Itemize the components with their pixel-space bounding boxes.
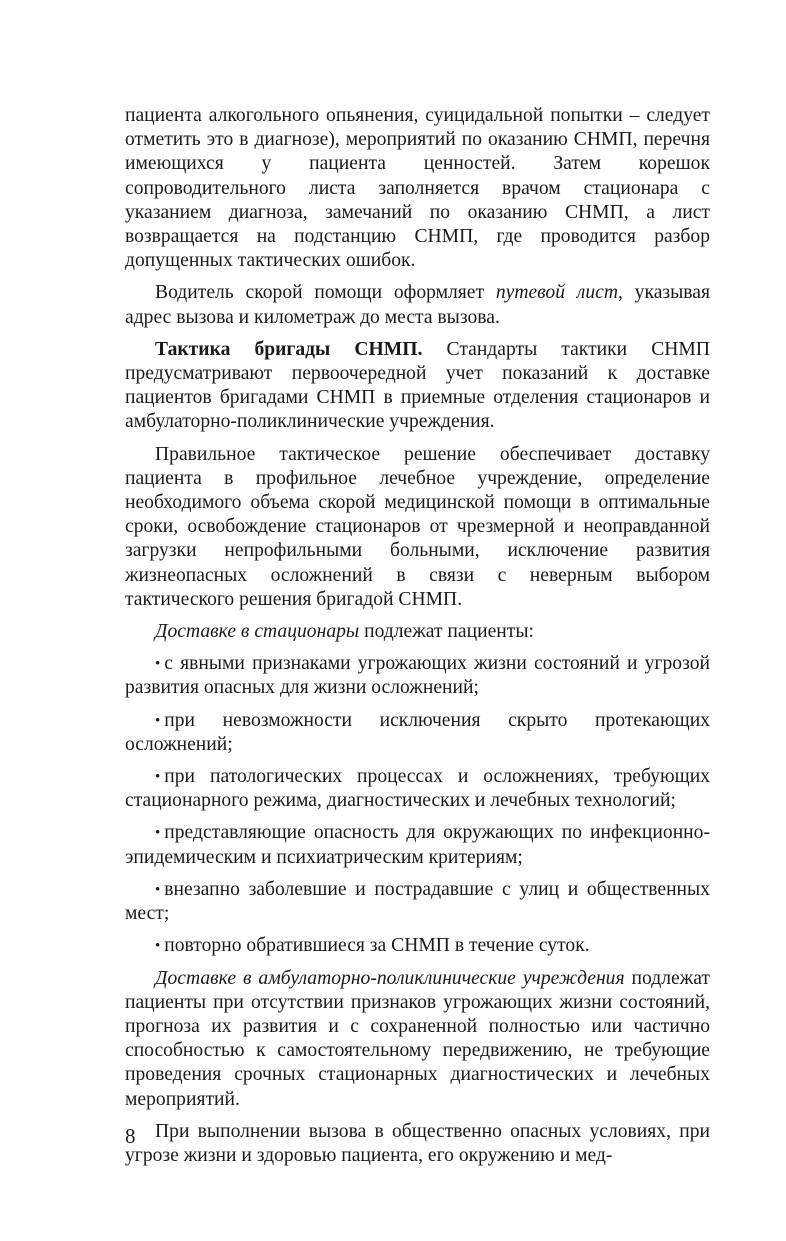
bullet-icon: • (155, 712, 161, 729)
list-item (125, 821, 710, 869)
paragraph-text: подлежат пациенты: (359, 621, 534, 643)
paragraph (125, 281, 710, 329)
list-item-text: повторно обратившиеся за СНМП в течение суток. (164, 935, 590, 957)
paragraph (125, 620, 710, 644)
section-heading: Тактика бригады СНМП. (155, 338, 423, 360)
paragraph: При выполнении вызова в общественно опасных условиях, при угрозе жизни и здоровью пациента, его окружению и мед- (125, 1120, 710, 1166)
list-item (125, 765, 710, 813)
bullet-icon: • (155, 938, 161, 955)
list-item-text: при патологических процессах и осложнениях, требующих стационарного режима, диагностических и лечебных технологий; (125, 766, 710, 812)
list-item-text: с явными признаками угрожающих жизни состояний и угрозой развития опасных для жизни осложнений; (125, 653, 710, 699)
paragraph (125, 967, 710, 1112)
page-number: 8 (125, 1124, 136, 1148)
emphasis-term: Доставке в стационары (155, 621, 360, 643)
list-item (125, 934, 710, 958)
bullet-icon: • (155, 881, 161, 898)
list-item-text: при невозможности исключения скрыто протекающих осложнений; (125, 709, 710, 755)
list-item (125, 709, 710, 757)
paragraph-text: Стандарты тактики СНМП предусматривают первоочередной учет показаний к доставке пациентов бригадами СНМП в приемные отделения стационаров и амбулаторно-поликлинические учреждения. (125, 338, 710, 433)
page-body (125, 104, 710, 1176)
bullet-icon: • (155, 769, 161, 786)
bullet-icon: • (155, 825, 161, 842)
emphasis-term: путевой лист (495, 282, 618, 304)
list-item-text: представляющие опасность для окружающих по инфекционно-эпидемическим и психиатрическим критериям; (125, 822, 710, 868)
paragraph-text: , указывая адрес вызова и километраж до места вызова. (125, 282, 710, 328)
bullet-icon: • (155, 656, 161, 673)
emphasis-term: Доставке в амбулаторно-поликлинические учреждения (155, 967, 625, 989)
paragraph: пациента алкогольного опьянения, суицидальной попытки – следует отметить это в диагнозе), мероприятий по оказанию СНМП, перечня имеющихся у пациента ценностей. Затем корешок сопроводительного листа заполняется врачом стационара с указанием диагноза, замечаний по оказанию СНМП, а лист возвращается на подстанцию СНМП, где проводится разбор допущенных тактических ошибок. (125, 105, 710, 272)
list-item (125, 878, 710, 926)
paragraph-text: Водитель скорой помощи оформляет (155, 282, 496, 304)
paragraph: Правильное тактическое решение обеспечивает доставку пациента в профильное лечебное учреждение, определение необходимого объема скорой медицинской помощи в оптимальные сроки, освобождение стационаров от чрезмерной и неоправданной загрузки непрофильными больными, исключение развития жизнеопасных осложнений в связи с неверным выбором тактического решения бригадой СНМП. (125, 443, 710, 610)
paragraph-text: подлежат пациенты при отсутствии признаков угрожающих жизни состояний, прогноза их развития и с сохраненной полностью или частично способностью к самостоятельному передвижению, не требующие проведения срочных стационарных диагностических и лечебных мероприятий. (125, 967, 710, 1110)
list-item-text: внезапно заболевшие и пострадавшие с улиц и общественных мест; (125, 878, 710, 925)
paragraph (125, 338, 710, 435)
list-item (125, 652, 710, 700)
